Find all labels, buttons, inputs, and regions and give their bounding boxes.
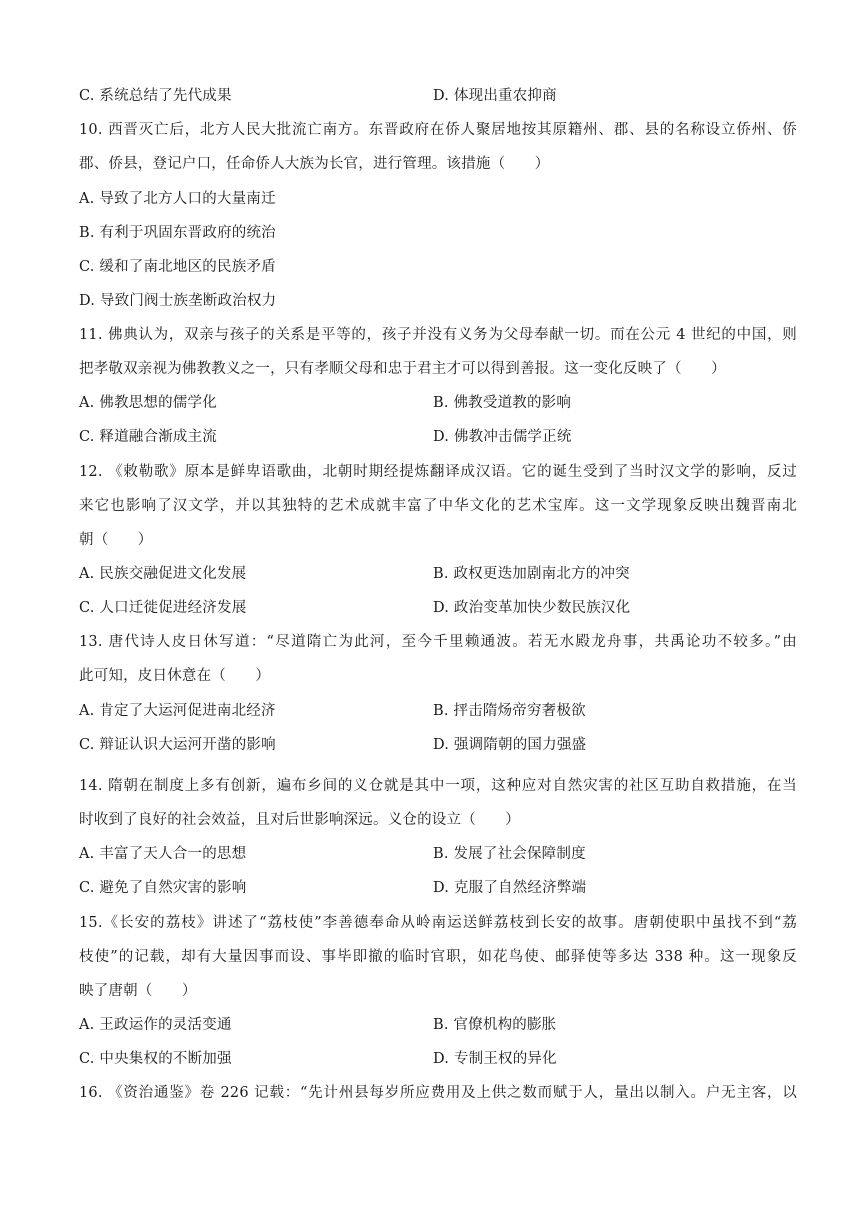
- q14-option-b[interactable]: B. 发展了社会保障制度: [433, 846, 586, 862]
- q9-option-c[interactable]: C. 系统总结了先代成果: [79, 88, 232, 104]
- q14-option-c[interactable]: C. 避免了自然灾害的影响: [79, 880, 247, 896]
- q12-option-c[interactable]: C. 人口迁徙促进经济发展: [79, 600, 247, 616]
- q15-stem-line2: 枝使”的记载，却有大量因事而设、事毕即撤的临时官职，如花鸟使、邮驿使等多达 338 种。这一现象反: [79, 949, 797, 965]
- q12-stem-line2: 来它也影响了汉文学，并以其独特的艺术成就丰富了中华文化的艺术宝库。这一文学现象反映出魏晋南北: [79, 498, 797, 514]
- q14-option-a[interactable]: A. 丰富了天人合一的思想: [79, 846, 247, 862]
- q11-stem-line2: 把孝敬双亲视为佛教教义之一，只有孝顺父母和忠于君主才可以得到善报。这一变化反映了（ ）: [79, 361, 726, 377]
- q10-option-b[interactable]: B. 有利于巩固东晋政府的统治: [79, 225, 276, 241]
- q14-stem-line2: 时收到了良好的社会效益，且对后世影响深远。义仓的设立（ ）: [79, 812, 520, 828]
- q13-option-a[interactable]: A. 肯定了大运河促进南北经济: [79, 703, 276, 719]
- q11-option-b[interactable]: B. 佛教受道教的影响: [433, 395, 572, 411]
- q11-option-c[interactable]: C. 释道融合渐成主流: [79, 429, 217, 445]
- q14-stem-line1: 14. 隋朝在制度上多有创新，遍布乡间的义仓就是其中一项，这种应对自然灾害的社区互助自救措施，在当: [79, 778, 797, 794]
- q12-option-a[interactable]: A. 民族交融促进文化发展: [79, 566, 247, 582]
- q15-option-a[interactable]: A. 王政运作的灵活变通: [79, 1017, 232, 1033]
- q11-stem-line1: 11. 佛典认为，双亲与孩子的关系是平等的，孩子并没有义务为父母奉献一切。而在公元 4 世纪的中国，则: [79, 327, 797, 343]
- q13-option-b[interactable]: B. 抨击隋炀帝穷奢极欲: [433, 703, 586, 719]
- q12-option-d[interactable]: D. 政治变革加快少数民族汉化: [433, 600, 631, 616]
- q15-option-b[interactable]: B. 官僚机构的膨胀: [433, 1017, 557, 1033]
- q14-option-d[interactable]: D. 克服了自然经济弊端: [433, 880, 587, 896]
- q15-stem-line3: 映了唐朝（ ）: [79, 983, 197, 999]
- q11-option-d[interactable]: D. 佛教冲击儒学正统: [433, 429, 572, 445]
- q12-stem-line3: 朝（ ）: [79, 532, 153, 548]
- q16-stem-line1: 16. 《资治通鉴》卷 226 记载：“先计州县每岁所应费用及上供之数而赋于人，量出以制入。户无主客，以: [79, 1085, 797, 1101]
- q10-option-a[interactable]: A. 导致了北方人口的大量南迁: [79, 191, 276, 207]
- q11-option-a[interactable]: A. 佛教思想的儒学化: [79, 395, 217, 411]
- q12-option-b[interactable]: B. 政权更迭加剧南北方的冲突: [433, 566, 630, 582]
- q12-stem-line1: 12. 《敕勒歌》原本是鲜卑语歌曲，北朝时期经提炼翻译成汉语。它的诞生受到了当时汉文学的影响，反过: [79, 464, 797, 480]
- q15-stem-line1: 15.《长安的荔枝》讲述了“荔枝使”李善德奉命从岭南运送鲜荔枝到长安的故事。唐朝使职中虽找不到“荔: [79, 915, 797, 931]
- q10-option-d[interactable]: D. 导致门阀士族垄断政治权力: [79, 293, 277, 309]
- q15-option-d[interactable]: D. 专制王权的异化: [433, 1051, 557, 1067]
- q10-stem-line2: 郡、侨县，登记户口，任命侨人大族为长官，进行管理。该措施（ ）: [79, 156, 550, 172]
- q13-option-c[interactable]: C. 辩证认识大运河开凿的影响: [79, 737, 276, 753]
- q13-stem-line1: 13. 唐代诗人皮日休写道：“尽道隋亡为此河，至今千里赖通波。若无水殿龙舟事，共禹论功不较多。”由: [79, 634, 797, 650]
- q13-stem-line2: 此可知，皮日休意在（ ）: [79, 668, 271, 684]
- q10-option-c[interactable]: C. 缓和了南北地区的民族矛盾: [79, 259, 276, 275]
- q13-option-d[interactable]: D. 强调隋朝的国力强盛: [433, 737, 587, 753]
- q15-option-c[interactable]: C. 中央集权的不断加强: [79, 1051, 232, 1067]
- q10-stem-line1: 10. 西晋灭亡后，北方人民大批流亡南方。东晋政府在侨人聚居地按其原籍州、郡、县的名称设立侨州、侨: [79, 122, 797, 138]
- q9-option-d[interactable]: D. 体现出重农抑商: [433, 88, 557, 104]
